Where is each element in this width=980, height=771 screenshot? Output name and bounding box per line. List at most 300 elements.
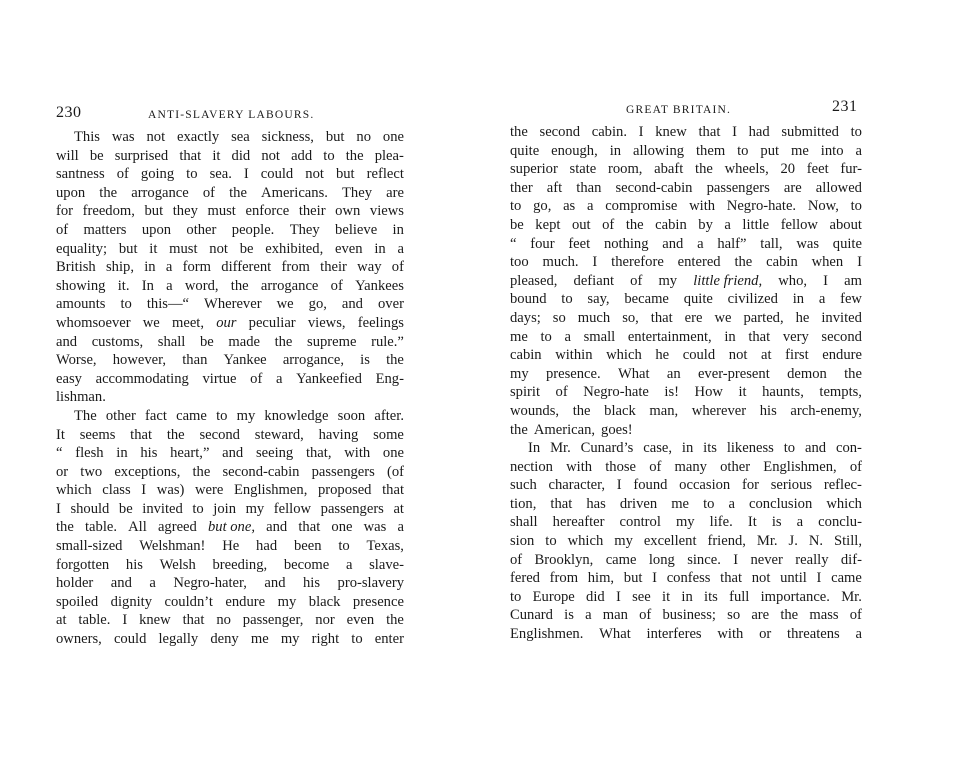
text-line bbox=[56, 574, 404, 593]
word: than bbox=[182, 352, 208, 369]
word: arrogance, bbox=[282, 352, 344, 369]
word: is bbox=[564, 607, 574, 624]
word: a bbox=[165, 259, 173, 276]
word: the bbox=[166, 426, 185, 443]
word: having bbox=[318, 426, 359, 443]
word: All bbox=[128, 519, 147, 536]
word: the bbox=[625, 216, 644, 233]
word: half” bbox=[717, 235, 747, 252]
word: N. bbox=[808, 533, 824, 550]
word: could bbox=[260, 166, 294, 183]
page-number: 231 bbox=[832, 98, 858, 115]
word: and bbox=[266, 519, 288, 536]
word: In bbox=[528, 440, 541, 457]
word: his bbox=[125, 556, 143, 573]
word: plea- bbox=[374, 147, 404, 164]
word: views bbox=[369, 203, 404, 220]
word: tion, bbox=[510, 495, 537, 512]
word: showing bbox=[56, 277, 106, 294]
word: life. bbox=[709, 514, 733, 531]
word: are bbox=[783, 179, 802, 196]
word: mass bbox=[809, 607, 839, 624]
word: will bbox=[56, 147, 79, 164]
word: not bbox=[146, 129, 166, 145]
word: even bbox=[335, 240, 363, 257]
word: in bbox=[792, 291, 805, 308]
word: seems bbox=[79, 426, 116, 443]
word: This bbox=[74, 129, 100, 145]
word: two bbox=[80, 463, 103, 480]
word: I bbox=[732, 124, 737, 140]
word: passengers bbox=[320, 500, 384, 517]
word: agreed bbox=[157, 519, 197, 536]
word: exactly bbox=[177, 129, 220, 145]
word: of bbox=[391, 259, 404, 276]
word: we bbox=[714, 309, 732, 326]
word: forgotten bbox=[56, 556, 110, 573]
word: wounds, bbox=[510, 402, 560, 419]
word: It bbox=[56, 426, 65, 443]
word: I bbox=[615, 588, 621, 605]
word: few bbox=[840, 291, 862, 308]
word: and bbox=[662, 235, 684, 252]
word: at bbox=[393, 500, 404, 517]
word: Englishmen, bbox=[233, 482, 308, 499]
word: go, bbox=[533, 198, 552, 215]
word: Englishmen, bbox=[763, 458, 837, 475]
word: black bbox=[308, 593, 341, 610]
word: much bbox=[577, 309, 611, 326]
word: quite bbox=[832, 235, 862, 252]
word: they bbox=[172, 203, 198, 220]
word: its bbox=[704, 588, 718, 605]
word: fered bbox=[510, 570, 540, 587]
word: fellow bbox=[780, 216, 818, 233]
word: excellent bbox=[643, 533, 697, 550]
text-line bbox=[510, 606, 862, 625]
word: What bbox=[599, 626, 631, 643]
word: a bbox=[724, 216, 731, 233]
word: so bbox=[727, 607, 741, 624]
word: Welshman! bbox=[139, 538, 206, 555]
word: is bbox=[771, 514, 782, 531]
word: came bbox=[176, 407, 207, 424]
word: with bbox=[689, 198, 716, 215]
word: equality; bbox=[56, 240, 108, 257]
word: other bbox=[186, 221, 217, 238]
word: the bbox=[386, 352, 404, 369]
text-line bbox=[510, 160, 862, 179]
word: Englishmen. bbox=[510, 626, 584, 643]
word: ere bbox=[684, 309, 703, 326]
word: the bbox=[734, 254, 753, 271]
word: but bbox=[118, 240, 138, 257]
word: we bbox=[276, 296, 294, 313]
word: and bbox=[341, 296, 363, 313]
word: came bbox=[605, 551, 637, 568]
word: pro-slavery bbox=[337, 575, 404, 592]
word: which bbox=[567, 533, 604, 550]
word: shall bbox=[157, 333, 186, 350]
word: say, bbox=[587, 291, 610, 308]
word: are bbox=[751, 607, 770, 624]
word: to bbox=[186, 166, 198, 183]
word: Brooklyn, bbox=[534, 551, 594, 568]
word: arrogance bbox=[260, 277, 319, 294]
word: 20 bbox=[780, 161, 796, 178]
text-line bbox=[56, 258, 404, 277]
word: full bbox=[729, 588, 750, 605]
word: by bbox=[698, 216, 713, 233]
word: the bbox=[844, 365, 862, 382]
word: I bbox=[638, 124, 644, 140]
word: I bbox=[733, 551, 739, 568]
word: must bbox=[169, 240, 198, 257]
text-line bbox=[510, 532, 862, 551]
word: a bbox=[166, 277, 173, 294]
word: going bbox=[140, 166, 175, 183]
word: Now, bbox=[807, 198, 839, 215]
word: kept bbox=[535, 216, 561, 233]
word: at bbox=[56, 612, 67, 629]
word: their bbox=[320, 259, 347, 276]
word: I bbox=[141, 482, 147, 499]
word: one bbox=[382, 445, 404, 462]
word: steward, bbox=[254, 426, 304, 443]
word: within bbox=[555, 347, 593, 364]
word: I bbox=[857, 254, 862, 271]
word: likeness bbox=[726, 440, 774, 457]
word: must bbox=[207, 203, 236, 220]
text-line bbox=[510, 569, 862, 588]
word: had bbox=[748, 124, 770, 140]
word: about bbox=[829, 216, 862, 233]
word: but bbox=[325, 129, 345, 145]
word: whomsoever bbox=[56, 314, 131, 331]
text-line bbox=[510, 421, 862, 440]
word: enter bbox=[374, 631, 404, 648]
word: I bbox=[592, 254, 598, 271]
word: to bbox=[192, 500, 204, 517]
word: into bbox=[820, 142, 844, 159]
word: importance. bbox=[760, 588, 830, 605]
word: a bbox=[149, 575, 156, 592]
word: interferes bbox=[646, 626, 702, 643]
word: American, bbox=[533, 421, 596, 438]
word: it bbox=[149, 240, 158, 257]
word: became bbox=[624, 291, 669, 308]
text-line bbox=[510, 458, 862, 477]
word: civilized bbox=[727, 291, 778, 308]
word: it bbox=[212, 147, 221, 164]
word: table. bbox=[84, 519, 117, 536]
word: be bbox=[199, 333, 214, 350]
word: compromise bbox=[605, 198, 678, 215]
word: lishman. bbox=[56, 389, 106, 406]
word: some bbox=[373, 426, 404, 443]
word: a bbox=[397, 519, 404, 536]
word: was bbox=[111, 129, 135, 145]
text-line bbox=[56, 481, 404, 500]
text-line bbox=[510, 346, 862, 365]
word: my bbox=[236, 407, 256, 424]
word: defiant bbox=[573, 272, 615, 289]
text-line bbox=[510, 588, 862, 607]
word: which bbox=[606, 347, 642, 364]
word: other bbox=[105, 407, 136, 424]
word: exceptions, bbox=[114, 463, 181, 480]
word: that bbox=[720, 570, 743, 587]
word: of bbox=[639, 607, 652, 624]
word: could bbox=[682, 347, 716, 364]
word: my bbox=[510, 365, 529, 382]
word: serious bbox=[770, 477, 813, 494]
word: which bbox=[56, 482, 92, 499]
text-line bbox=[510, 272, 862, 291]
word: He bbox=[222, 538, 240, 555]
text-line bbox=[56, 295, 404, 314]
word: conclusion bbox=[749, 495, 813, 512]
word: the bbox=[780, 607, 799, 624]
word: made bbox=[228, 333, 260, 350]
word: to bbox=[561, 291, 573, 308]
text-line bbox=[56, 537, 404, 556]
word: right bbox=[311, 631, 340, 648]
word: that bbox=[698, 124, 721, 140]
word: from bbox=[281, 259, 310, 276]
word: holder bbox=[56, 575, 94, 592]
word: in bbox=[144, 259, 156, 276]
word: a bbox=[397, 240, 404, 257]
word: my bbox=[675, 514, 695, 531]
word: which bbox=[826, 495, 862, 512]
word: never bbox=[750, 551, 783, 568]
word: “ bbox=[510, 235, 517, 252]
word: his bbox=[303, 575, 321, 592]
word: sea. bbox=[209, 166, 232, 183]
word: me bbox=[671, 495, 690, 512]
word: hereafter bbox=[552, 514, 605, 531]
word: that bbox=[298, 519, 321, 536]
word: Texas, bbox=[366, 538, 404, 555]
word: submitted bbox=[781, 124, 839, 140]
word: Wherever bbox=[204, 296, 262, 313]
word: that bbox=[748, 328, 771, 345]
word: me bbox=[250, 631, 269, 648]
text-line bbox=[510, 402, 862, 421]
text-line bbox=[56, 444, 404, 463]
word: first bbox=[785, 347, 809, 364]
word: invited bbox=[142, 500, 183, 517]
word: What bbox=[617, 365, 650, 382]
word: the bbox=[695, 161, 713, 178]
word: cabin bbox=[766, 254, 798, 271]
word: Negro-hater, bbox=[173, 575, 247, 592]
word: the bbox=[386, 612, 404, 629]
word: we bbox=[142, 314, 160, 331]
word: dignity bbox=[110, 593, 153, 610]
word: had bbox=[256, 538, 278, 555]
word: J. bbox=[788, 533, 798, 550]
word: Yankee bbox=[223, 352, 267, 369]
word: and bbox=[56, 333, 78, 350]
word: fur- bbox=[840, 161, 862, 178]
word: am bbox=[844, 272, 862, 289]
word: abaft bbox=[654, 161, 684, 178]
text-line bbox=[56, 518, 404, 537]
text-line bbox=[510, 197, 862, 216]
word: I bbox=[243, 166, 249, 183]
word: Worse, bbox=[56, 352, 97, 369]
word: control bbox=[619, 514, 661, 531]
word: a bbox=[585, 607, 592, 624]
word: the bbox=[274, 333, 293, 350]
word: with bbox=[566, 458, 593, 475]
word: their bbox=[298, 203, 326, 220]
text-line bbox=[56, 556, 404, 575]
word: Welsh bbox=[159, 556, 196, 573]
text-line bbox=[56, 221, 404, 240]
word: supreme bbox=[307, 333, 357, 350]
word: has bbox=[586, 495, 606, 512]
word: me bbox=[510, 328, 528, 345]
word: at bbox=[761, 347, 772, 364]
word: different bbox=[221, 259, 272, 276]
word: santness bbox=[56, 166, 105, 183]
word: They bbox=[342, 184, 373, 201]
word: breeding, bbox=[212, 556, 268, 573]
word: of bbox=[849, 607, 862, 624]
word: man, bbox=[649, 402, 679, 419]
word: believe bbox=[335, 221, 378, 238]
word: to bbox=[216, 407, 228, 424]
text-line bbox=[56, 370, 404, 389]
word: to bbox=[850, 198, 862, 215]
word: accommodating bbox=[95, 370, 189, 387]
word: driven bbox=[619, 495, 658, 512]
word: knew bbox=[655, 124, 687, 140]
word: to bbox=[510, 588, 522, 605]
word: How bbox=[694, 384, 723, 401]
running-head: GREAT BRITAIN. bbox=[626, 104, 732, 116]
word: couldn’t bbox=[164, 593, 213, 610]
word: of bbox=[849, 458, 862, 475]
word: They bbox=[289, 221, 320, 238]
word: when bbox=[811, 254, 844, 271]
word: no bbox=[216, 612, 231, 629]
word: him, bbox=[587, 570, 615, 587]
word: In bbox=[141, 277, 154, 294]
word: were bbox=[194, 482, 224, 499]
word: it bbox=[738, 384, 747, 401]
word: tempts, bbox=[819, 384, 862, 401]
word: I bbox=[816, 570, 822, 587]
word: me bbox=[791, 142, 809, 159]
word: Americans. bbox=[261, 184, 328, 201]
word: man bbox=[602, 607, 628, 624]
word: sickness, bbox=[261, 129, 314, 145]
word: small-sized bbox=[56, 538, 123, 555]
word: state bbox=[569, 161, 597, 178]
word: of bbox=[555, 384, 568, 401]
text-line bbox=[56, 611, 404, 630]
word: little friend, bbox=[693, 272, 763, 289]
word: since. bbox=[687, 551, 721, 568]
word: until bbox=[780, 570, 807, 587]
word: a bbox=[564, 328, 571, 345]
word: was bbox=[363, 519, 387, 536]
text-line bbox=[56, 463, 404, 482]
word: friend, bbox=[707, 533, 746, 550]
word: Yankeefied bbox=[296, 370, 362, 387]
word: that bbox=[179, 147, 202, 164]
word: bound bbox=[510, 291, 547, 308]
word: enough, bbox=[551, 142, 598, 159]
word: Mr. bbox=[841, 588, 862, 605]
right-page bbox=[490, 0, 980, 771]
word: a bbox=[345, 556, 353, 573]
word: the bbox=[572, 402, 591, 419]
word: endure bbox=[822, 347, 862, 364]
word: pleased, bbox=[510, 272, 558, 289]
word: this—“ bbox=[146, 296, 190, 313]
word: tall, bbox=[760, 235, 783, 252]
text-line bbox=[510, 235, 862, 254]
word: one bbox=[331, 519, 353, 536]
word: that bbox=[650, 309, 673, 326]
word: to bbox=[338, 538, 350, 555]
word: nothing bbox=[603, 235, 649, 252]
word: was bbox=[796, 235, 820, 252]
page-number: 230 bbox=[56, 104, 82, 121]
word: “ bbox=[56, 445, 63, 462]
word: own bbox=[335, 203, 361, 220]
word: even bbox=[346, 612, 375, 629]
word: our bbox=[216, 314, 237, 331]
word: an bbox=[666, 365, 681, 382]
text-line bbox=[56, 128, 404, 147]
text-line bbox=[56, 147, 404, 166]
word: goes! bbox=[601, 421, 633, 438]
word: for bbox=[56, 203, 74, 220]
word: slave- bbox=[369, 556, 404, 573]
word: go, bbox=[308, 296, 327, 313]
word: in bbox=[116, 445, 128, 462]
word: his bbox=[759, 402, 777, 419]
running-head: ANTI-SLAVERY LABOURS. bbox=[148, 109, 315, 121]
word: join bbox=[213, 500, 236, 517]
word: occasion bbox=[679, 477, 731, 494]
word: really bbox=[795, 551, 829, 568]
word: ship, bbox=[106, 259, 134, 276]
word: rule.” bbox=[371, 333, 404, 350]
word: entered bbox=[677, 254, 721, 271]
word: a bbox=[586, 198, 594, 215]
word: to bbox=[545, 533, 557, 550]
word: Yankees bbox=[355, 277, 404, 294]
word: arch-enemy, bbox=[790, 402, 862, 419]
word: but bbox=[335, 166, 355, 183]
word: a bbox=[855, 626, 862, 643]
word: not bbox=[305, 166, 324, 183]
word: proposed bbox=[317, 482, 372, 499]
word: he bbox=[795, 309, 810, 326]
text-line bbox=[510, 123, 862, 142]
word: upon bbox=[141, 221, 172, 238]
word: reflec- bbox=[823, 477, 862, 494]
word: Cunard’s bbox=[580, 440, 634, 457]
word: ever-present bbox=[697, 365, 770, 382]
